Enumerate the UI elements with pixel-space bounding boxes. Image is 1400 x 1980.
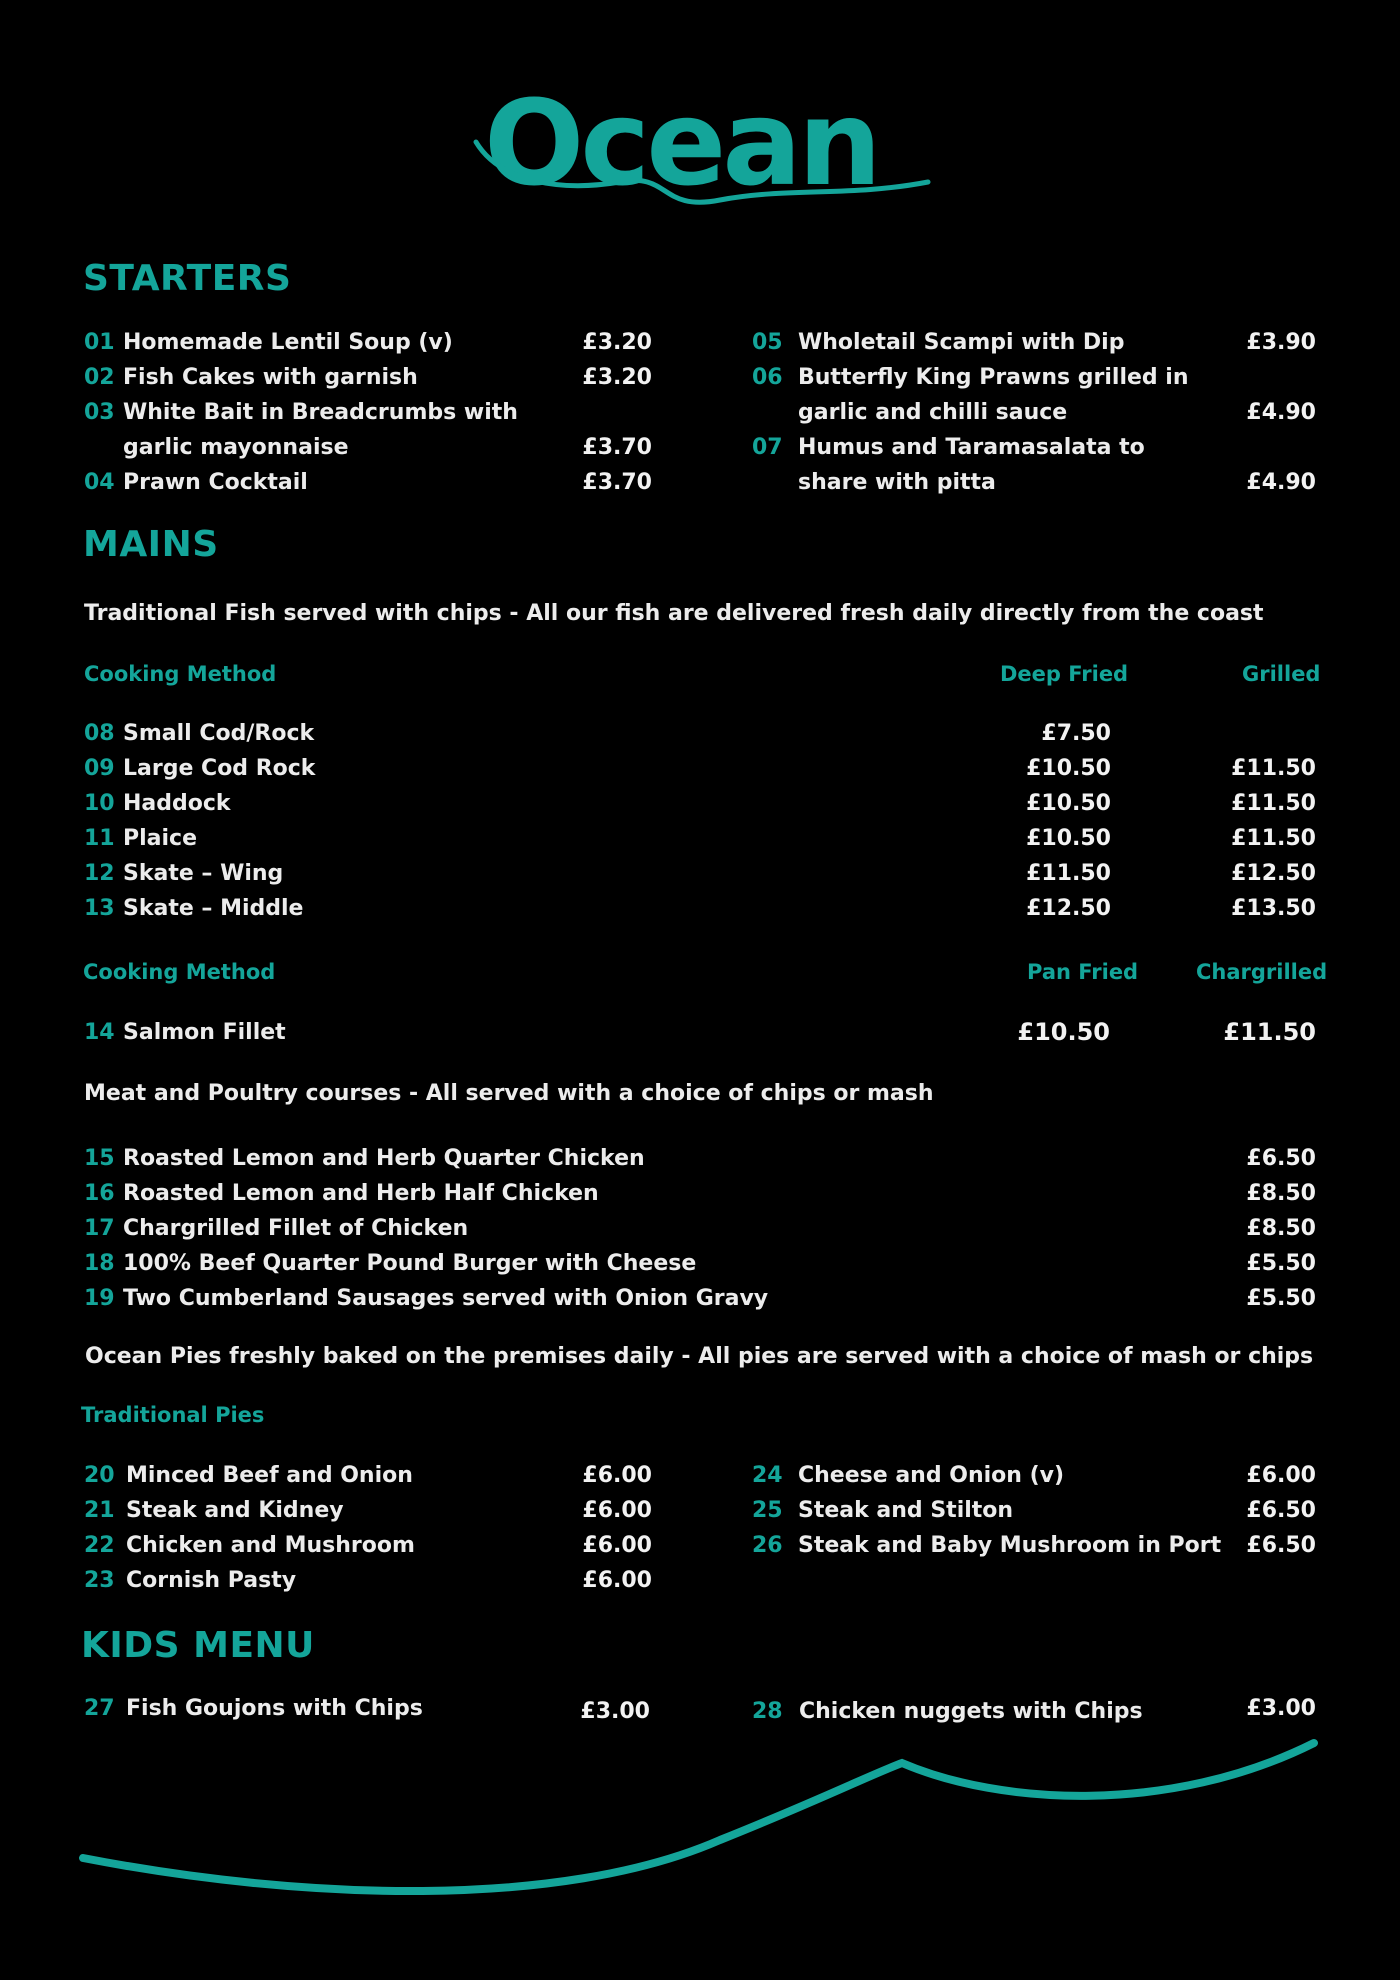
item-price: £8.50 <box>1246 1216 1316 1241</box>
menu-item <box>84 1498 652 1532</box>
item-price: £3.00 <box>580 1699 650 1724</box>
item-name: White Bait in Breadcrumbs with <box>123 400 518 425</box>
menu-item <box>84 1533 652 1567</box>
meat-intro: Meat and Poultry courses - All served with a choice of chips or mash <box>84 1081 934 1106</box>
item-price: £4.90 <box>1246 400 1316 425</box>
chargrilled-header: Chargrilled <box>1196 960 1328 984</box>
menu-item-continued <box>752 470 1316 504</box>
deep-fried-price: £10.50 <box>1026 756 1111 781</box>
grilled-header: Grilled <box>1242 662 1321 686</box>
cooking-method-label: Cooking Method <box>83 960 276 984</box>
menu-item-continued <box>752 400 1316 434</box>
starters-heading: STARTERS <box>83 258 292 299</box>
item-name: 100% Beef Quarter Pound Burger with Cheese <box>123 1251 697 1276</box>
item-price: £5.50 <box>1246 1286 1316 1311</box>
item-number: 04 <box>84 470 115 495</box>
item-number: 05 <box>752 330 783 355</box>
item-number: 10 <box>84 791 115 816</box>
deep-fried-header: Deep Fried <box>1000 662 1129 686</box>
item-name: Skate – Wing <box>123 861 284 886</box>
item-name: Steak and Stilton <box>798 1498 1014 1523</box>
traditional-pies-label: Traditional Pies <box>81 1403 265 1427</box>
item-price: £6.00 <box>582 1568 652 1593</box>
item-number: 09 <box>84 756 115 781</box>
kids-menu-heading: KIDS MENU <box>81 1625 315 1666</box>
item-number: 26 <box>752 1533 783 1558</box>
item-name: Chicken and Mushroom <box>126 1533 415 1558</box>
item-price: £3.20 <box>582 330 652 355</box>
item-name: Chicken nuggets with Chips <box>799 1699 1143 1724</box>
item-name-line2: garlic and chilli sauce <box>798 400 1068 425</box>
cooking-method-label: Cooking Method <box>84 662 277 686</box>
decorative-wave <box>0 1700 1400 1930</box>
item-price: £3.70 <box>582 470 652 495</box>
item-number: 24 <box>752 1463 783 1488</box>
item-number: 06 <box>752 365 783 390</box>
menu-item <box>84 400 652 434</box>
item-price: £6.00 <box>582 1533 652 1558</box>
item-name: Prawn Cocktail <box>123 470 308 495</box>
item-name: Steak and Kidney <box>126 1498 344 1523</box>
item-number: 17 <box>84 1216 115 1241</box>
item-number: 25 <box>752 1498 783 1523</box>
menu-item <box>84 756 1316 790</box>
item-name: Roasted Lemon and Herb Half Chicken <box>123 1181 599 1206</box>
item-number: 18 <box>84 1251 115 1276</box>
item-price: £6.00 <box>1246 1463 1316 1488</box>
item-number: 01 <box>84 330 115 355</box>
item-name: Wholetail Scampi with Dip <box>798 330 1125 355</box>
menu-item <box>84 470 652 504</box>
grilled-price: £11.50 <box>1231 791 1316 816</box>
grilled-price: £12.50 <box>1231 861 1316 886</box>
pan-fried-price: £10.50 <box>1017 1018 1110 1046</box>
item-name: Roasted Lemon and Herb Quarter Chicken <box>123 1146 645 1171</box>
deep-fried-price: £10.50 <box>1026 826 1111 851</box>
menu-item <box>84 1181 1316 1215</box>
ocean-logo-graphic <box>470 72 930 212</box>
item-name: Chargrilled Fillet of Chicken <box>123 1216 469 1241</box>
menu-item <box>752 1498 1316 1532</box>
item-number: 12 <box>84 861 115 886</box>
item-number: 11 <box>84 826 115 851</box>
item-name-line2: share with pitta <box>798 470 996 495</box>
item-price: £6.00 <box>582 1463 652 1488</box>
item-name: Skate – Middle <box>123 896 304 921</box>
item-name: Salmon Fillet <box>123 1020 286 1045</box>
item-name: Steak and Baby Mushroom in Port <box>798 1533 1222 1558</box>
menu-item <box>84 330 652 364</box>
item-number: 02 <box>84 365 115 390</box>
menu-item <box>84 365 652 399</box>
item-number: 27 <box>84 1696 115 1721</box>
menu-item <box>84 896 1316 930</box>
menu-item <box>84 791 1316 825</box>
item-name: Butterfly King Prawns grilled in <box>798 365 1189 390</box>
deep-fried-price: £10.50 <box>1026 791 1111 816</box>
item-number: 16 <box>84 1181 115 1206</box>
item-name: Fish Cakes with garnish <box>123 365 418 390</box>
logo-text: Ocean <box>484 74 878 212</box>
item-number: 23 <box>84 1568 115 1593</box>
menu-item <box>84 721 1316 755</box>
item-price: £3.00 <box>1246 1696 1316 1721</box>
fish-intro: Traditional Fish served with chips - All our fish are delivered fresh daily directly from the coast <box>84 601 1264 626</box>
item-price: £5.50 <box>1246 1251 1316 1276</box>
chargrilled-price: £11.50 <box>1223 1018 1316 1046</box>
item-price: £3.20 <box>582 365 652 390</box>
item-number: 08 <box>84 721 115 746</box>
item-name: Plaice <box>123 826 198 851</box>
menu-item <box>752 330 1316 364</box>
menu-item <box>84 1251 1316 1285</box>
item-number: 19 <box>84 1286 115 1311</box>
menu-item <box>84 1286 1316 1320</box>
mains-heading: MAINS <box>83 524 219 565</box>
ocean-logo <box>470 72 930 212</box>
deep-fried-price: £11.50 <box>1026 861 1111 886</box>
grilled-price: £13.50 <box>1231 896 1316 921</box>
item-name: Two Cumberland Sausages served with Onion Gravy <box>123 1286 769 1311</box>
item-number: 03 <box>84 400 115 425</box>
menu-item <box>84 1146 1316 1180</box>
deep-fried-price: £7.50 <box>1041 721 1111 746</box>
item-name-line2: garlic mayonnaise <box>123 435 349 460</box>
item-name: Haddock <box>123 791 231 816</box>
grilled-price: £11.50 <box>1231 826 1316 851</box>
item-name: Small Cod/Rock <box>123 721 315 746</box>
item-name: Cornish Pasty <box>126 1568 297 1593</box>
item-price: £6.50 <box>1246 1498 1316 1523</box>
wave-line <box>83 1743 1314 1891</box>
item-price: £3.70 <box>582 435 652 460</box>
deep-fried-price: £12.50 <box>1026 896 1111 921</box>
item-price: £6.50 <box>1246 1533 1316 1558</box>
menu-item <box>84 1568 652 1602</box>
item-number: 20 <box>84 1463 115 1488</box>
item-name: Large Cod Rock <box>123 756 316 781</box>
menu-item <box>752 435 1316 469</box>
item-number: 15 <box>84 1146 115 1171</box>
item-number: 28 <box>752 1699 783 1724</box>
item-price: £3.90 <box>1246 330 1316 355</box>
item-name: Cheese and Onion (v) <box>798 1463 1065 1488</box>
menu-item <box>84 1463 652 1497</box>
menu-item <box>752 1533 1316 1567</box>
menu-item <box>752 1463 1316 1497</box>
menu-item-continued <box>84 435 652 469</box>
item-price: £6.00 <box>582 1498 652 1523</box>
menu-item <box>84 826 1316 860</box>
item-name: Humus and Taramasalata to <box>798 435 1145 460</box>
item-number: 14 <box>84 1020 115 1045</box>
item-number: 07 <box>752 435 783 460</box>
grilled-price: £11.50 <box>1231 756 1316 781</box>
menu-item <box>84 1020 1316 1054</box>
menu-item <box>84 1216 1316 1250</box>
pies-intro: Ocean Pies freshly baked on the premises daily - All pies are served with a choice of mash or chips <box>85 1344 1314 1369</box>
item-name: Homemade Lentil Soup (v) <box>123 330 453 355</box>
item-price: £6.50 <box>1246 1146 1316 1171</box>
item-name: Minced Beef and Onion <box>126 1463 413 1488</box>
menu-item <box>84 861 1316 895</box>
pan-fried-header: Pan Fried <box>1027 960 1139 984</box>
item-name: Fish Goujons with Chips <box>126 1696 423 1721</box>
item-price: £4.90 <box>1246 470 1316 495</box>
item-number: 22 <box>84 1533 115 1558</box>
item-price: £8.50 <box>1246 1181 1316 1206</box>
item-number: 21 <box>84 1498 115 1523</box>
item-number: 13 <box>84 896 115 921</box>
menu-item <box>752 365 1316 399</box>
